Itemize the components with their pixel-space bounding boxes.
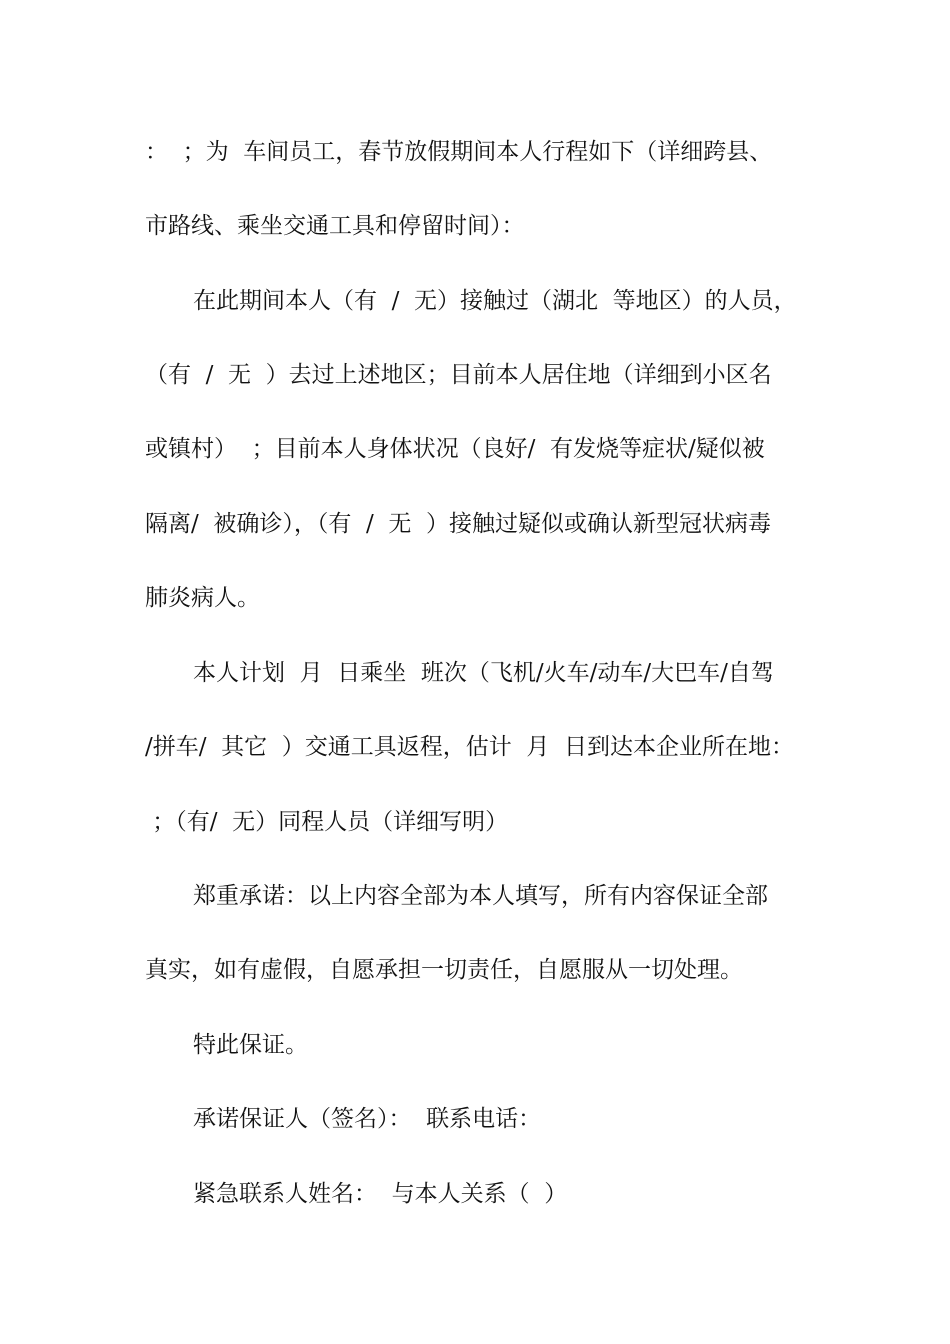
text-line-5: 或镇村） ；目前本人身体状况（良好/ 有发烧等症状/疑似被	[145, 436, 765, 462]
text-line-1: ： ；为 车间员工，春节放假期间本人行程如下（详细跨县、	[145, 139, 773, 165]
text-line-8: 本人计划 月 日乘坐 班次（飞机/火车/动车/大巴车/自驾	[193, 660, 774, 686]
text-line-14: 承诺保证人（签名）： 联系电话：	[193, 1106, 542, 1132]
text-line-2: 市路线、乘坐交通工具和停留时间）：	[145, 213, 525, 239]
text-line-15: 紧急联系人姓名： 与本人关系（ ）	[193, 1181, 568, 1207]
text-line-3: 在此期间本人（有 / 无）接触过（湖北 等地区）的人员，	[193, 288, 797, 314]
text-line-4: （有 / 无 ）去过上述地区；目前本人居住地（详细到小区名	[145, 362, 772, 388]
text-line-7: 肺炎病人。	[145, 585, 260, 611]
text-line-13: 特此保证。	[193, 1032, 308, 1058]
text-line-9: /拼车/ 其它 ）交通工具返程，估计 月 日到达本企业所在地：	[145, 734, 794, 760]
text-line-12: 真实，如有虚假，自愿承担一切责任，自愿服从一切处理。	[145, 957, 743, 983]
text-line-10: ；（有/ 无）同程人员（详细写明）	[145, 809, 509, 835]
text-line-6: 隔离/ 被确诊），（有 / 无 ）接触过疑似或确认新型冠状病毒	[145, 511, 771, 537]
text-line-11: 郑重承诺：以上内容全部为本人填写，所有内容保证全部	[193, 883, 768, 909]
